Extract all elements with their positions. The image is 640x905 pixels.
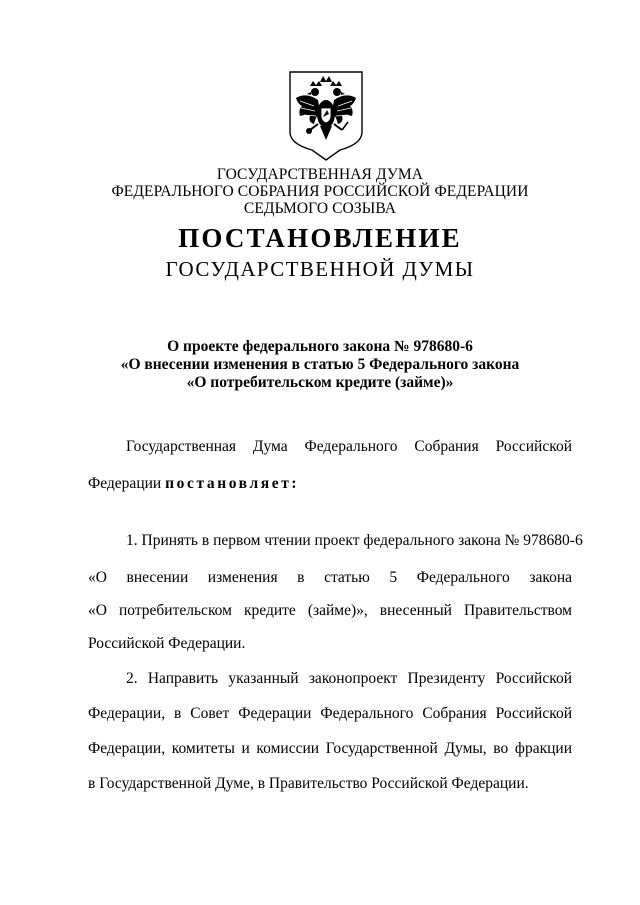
bill-title-line-1: О проекте федерального закона № 978680-6 bbox=[167, 338, 473, 355]
decree-word: постановляет: bbox=[165, 475, 300, 492]
bill-title-line-3: «О потребительском кредите (займе)» bbox=[186, 374, 454, 391]
item-1-line-4: Российской Федерации. bbox=[88, 635, 246, 652]
document-title: ПОСТАНОВЛЕНИЕ bbox=[178, 223, 462, 253]
bill-title-line-2: «О внесении изменения в статью 5 Федерального закона bbox=[120, 356, 520, 373]
item-2-line-2: Федерации, в Совет Федерации Федерального Собрания Российской bbox=[88, 705, 572, 722]
item-1-line-1: 1. Принять в первом чтении проект федерального закона № 978680-6 bbox=[126, 532, 583, 549]
item-1-line-2: «О внесении изменения в статью 5 Федерального закона bbox=[88, 569, 572, 586]
parliament-name-line-1: ГОСУДАРСТВЕННАЯ ДУМА bbox=[216, 166, 424, 183]
preamble-line-2 bbox=[88, 474, 299, 493]
document-subtitle: ГОСУДАРСТВЕННОЙ ДУМЫ bbox=[165, 257, 475, 281]
convocation-line: СЕДЬМОГО СОЗЫВА bbox=[243, 200, 397, 217]
item-1-line-3: «О потребительском кредите (займе)», внесенный Правительством bbox=[88, 602, 572, 619]
item-2-line-4: в Государственной Думе, в Правительство Российской Федерации. bbox=[88, 775, 529, 792]
item-2-line-1: 2. Направить указанный законопроект Президенту Российской bbox=[126, 670, 572, 687]
preamble-line-2-start: Федерации bbox=[88, 475, 166, 492]
russian-coat-of-arms-icon bbox=[288, 70, 364, 162]
item-2-line-3: Федерации, комитеты и комиссии Государственной Думы, во фракции bbox=[88, 740, 572, 757]
preamble-line-1: Государственная Дума Федерального Собрания Российской bbox=[126, 438, 572, 455]
parliament-name-line-2: ФЕДЕРАЛЬНОГО СОБРАНИЯ РОССИЙСКОЙ ФЕДЕРАЦИИ bbox=[111, 183, 529, 200]
